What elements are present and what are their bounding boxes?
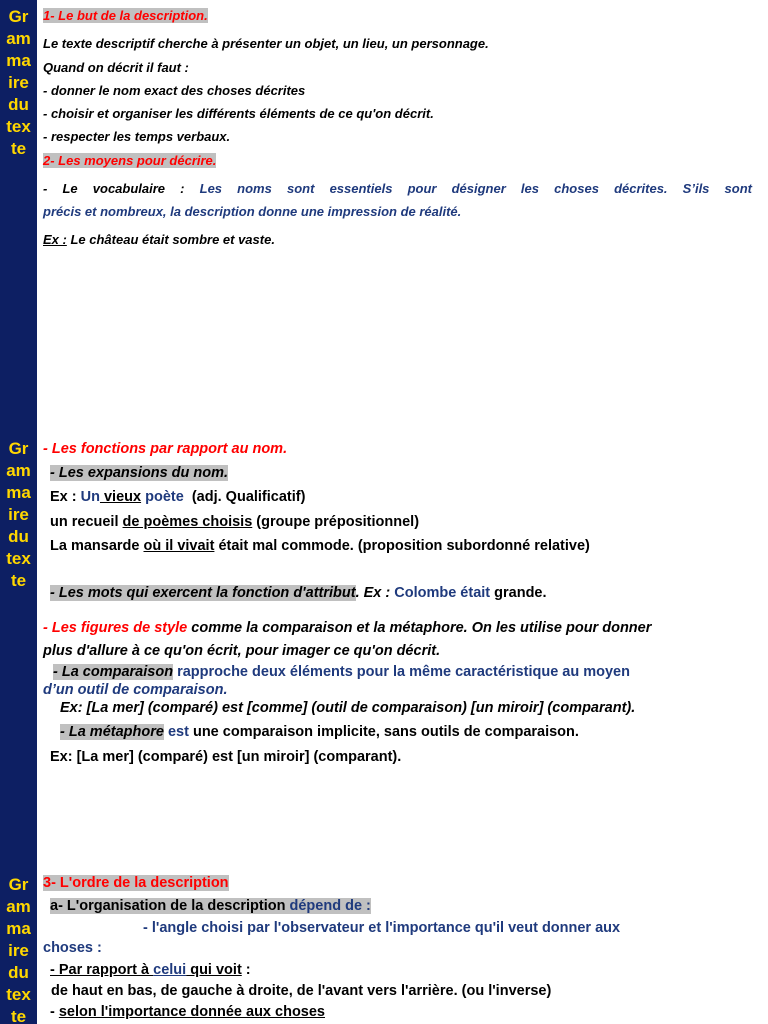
sidebar-label-line: ire: [8, 941, 29, 960]
figures-line: - Les figures de style comme la comparaison et la métaphore. On les utilise pour donner: [43, 620, 652, 636]
slide-2: [0, 432, 768, 868]
sidebar-label: [0, 0, 37, 432]
vocabulary-paragraph: - Le vocabulaire : Les noms sont essentiels pour désigner les choses décrites. S’ils sont: [43, 181, 752, 196]
sidebar-label-line: ma: [6, 51, 31, 70]
vocabulary-paragraph-cont: précis et nombreux, la description donne une impression de réalité.: [43, 204, 462, 219]
sidebar-label-line: Gr: [8, 7, 29, 26]
bullet-item: - respecter les temps verbaux.: [43, 129, 231, 144]
sidebar-label-line: am: [6, 461, 31, 480]
organisation-line: a- L'organisation de la description dépend de :: [50, 898, 371, 914]
example-line: Ex : Un vieux poète (adj. Qualificatif): [50, 489, 306, 505]
subheading: - Les expansions du nom.: [50, 465, 229, 481]
angle-line: - l'angle choisi par l'observateur et l'importance qu'il veut donner aux: [143, 920, 621, 936]
example-line: Ex : Le château était sombre et vaste.: [43, 232, 275, 247]
sidebar-label-line: ma: [6, 919, 31, 938]
slide-1: [0, 0, 768, 432]
sidebar-label-line: te: [10, 139, 27, 158]
example-line: un recueil de poèmes choisis (groupe prépositionnel): [50, 514, 420, 530]
sidebar-label-line: Gr: [8, 875, 29, 894]
sidebar-label-line: ire: [8, 73, 29, 92]
importance-line: - selon l'importance donnée aux choses: [50, 1004, 325, 1020]
sidebar-label-line: tex: [6, 985, 31, 1004]
sidebar-label-line: tex: [6, 549, 31, 568]
paragraph: Le texte descriptif cherche à présenter un objet, un lieu, un personnage.: [43, 36, 489, 51]
bullet-item: - donner le nom exact des choses décrites: [43, 83, 306, 98]
sidebar-label-line: te: [10, 571, 27, 590]
sidebar-label: [0, 432, 37, 868]
bullet-item: - choisir et organiser les différents éléments de ce qu'on décrit.: [43, 106, 434, 121]
sidebar-label-line: am: [6, 29, 31, 48]
comparison-example: Ex: [La mer] (comparé) est [comme] (outil de comparaison) [un miroir] (comparant).: [60, 700, 636, 716]
sidebar-label-line: te: [10, 1007, 27, 1024]
sidebar-label-line: du: [8, 963, 29, 982]
section-heading: - Les fonctions par rapport au nom.: [43, 441, 288, 457]
sidebar-label: [0, 868, 37, 1024]
sidebar-label-line: am: [6, 897, 31, 916]
figures-line-cont: plus d'allure à ce qu'on écrit, pour imager ce qu'on décrit.: [43, 643, 441, 659]
sidebar-label-line: ire: [8, 505, 29, 524]
paragraph: Quand on décrit il faut :: [43, 60, 189, 75]
comparison-line: - La comparaison rapproche deux éléments pour la même caractéristique au moyen: [53, 664, 630, 680]
sidebar-label-line: ma: [6, 483, 31, 502]
slide-3: [0, 868, 768, 1024]
metaphor-line: - La métaphore est une comparaison implicite, sans outils de comparaison.: [60, 724, 579, 740]
attribute-line: - Les mots qui exercent la fonction d'attribut. Ex : Colombe était grande.: [50, 585, 547, 601]
section-title: 3- L'ordre de la description: [43, 875, 229, 891]
sidebar-label-line: Gr: [8, 439, 29, 458]
sidebar-label-line: du: [8, 527, 29, 546]
metaphor-example: Ex: [La mer] (comparé) est [un miroir] (comparant).: [50, 749, 402, 765]
sidebar-label-line: du: [8, 95, 29, 114]
section-title: 1- Le but de la description.: [43, 8, 208, 23]
comparison-line-cont: d’un outil de comparaison.: [43, 682, 228, 698]
section-title: 2- Les moyens pour décrire.: [43, 153, 217, 168]
viewpoint-line: - Par rapport à celui qui voit :: [50, 962, 251, 978]
example-line: La mansarde où il vivait était mal commode. (proposition subordonné relative): [50, 538, 590, 554]
directions-line: de haut en bas, de gauche à droite, de l'avant vers l'arrière. (ou l'inverse): [51, 983, 552, 999]
sidebar-label-line: tex: [6, 117, 31, 136]
angle-line-cont: choses :: [43, 940, 102, 956]
